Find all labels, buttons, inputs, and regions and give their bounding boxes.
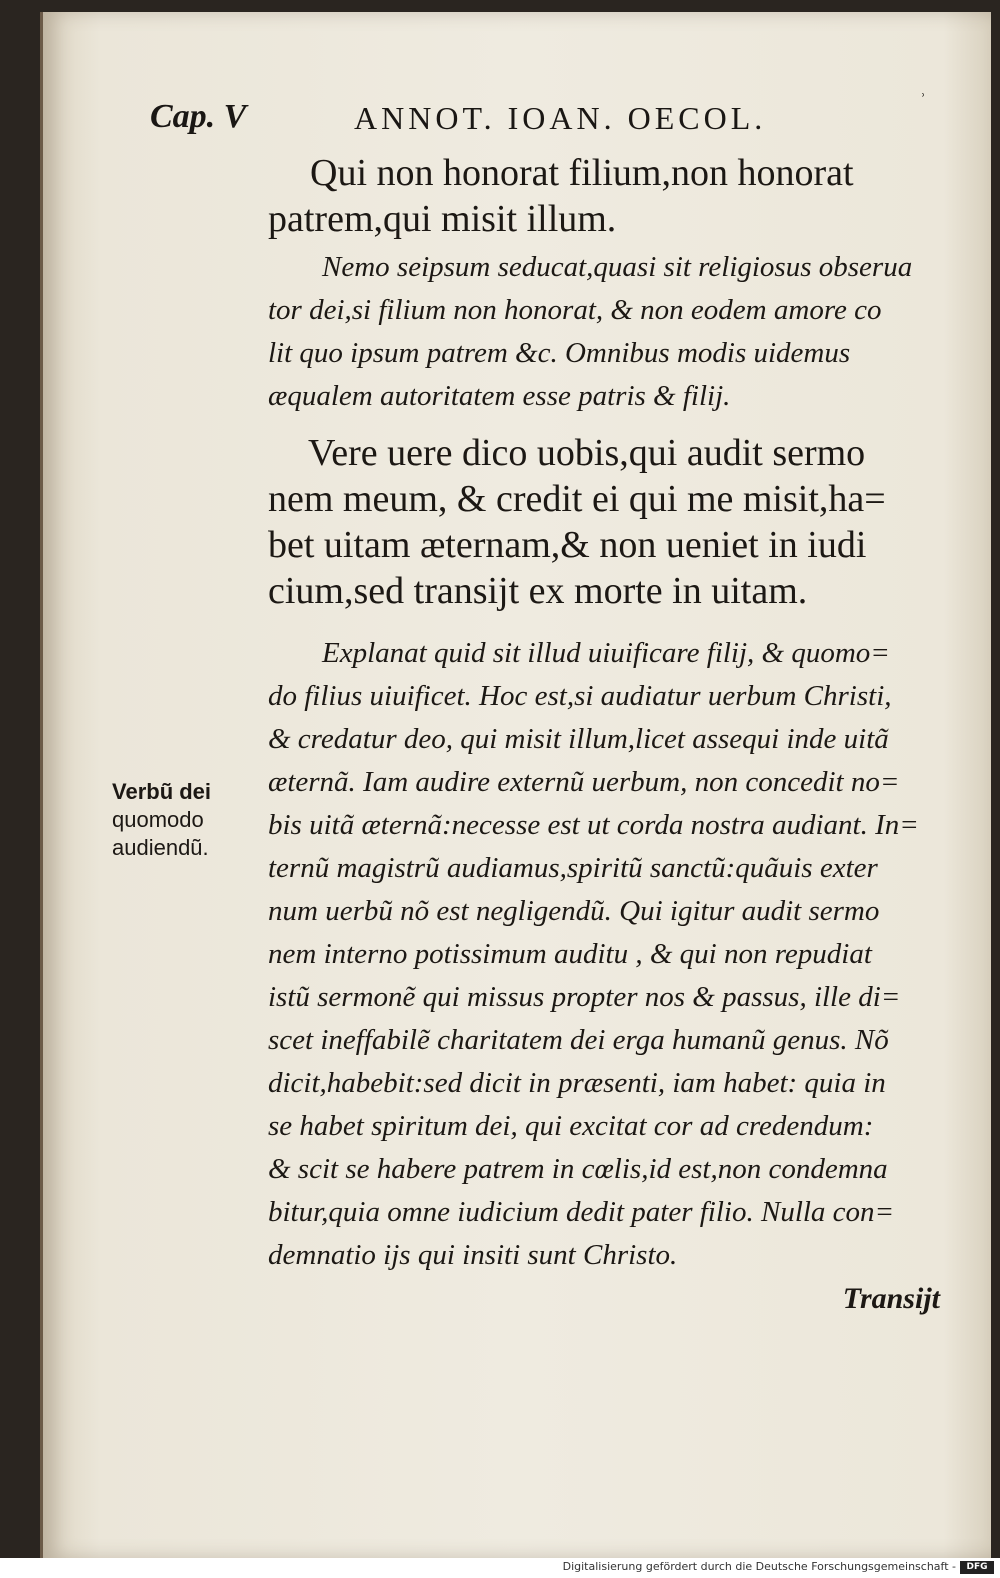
verse-line: bet uitam æternam,& non ueniet in iudi	[268, 524, 867, 566]
verse-line: cium,sed transijt ex morte in uitam.	[268, 570, 808, 612]
margin-note-line: Verbũ dei	[112, 779, 212, 804]
page-header	[150, 90, 930, 148]
verse-1	[268, 150, 948, 242]
commentary-line: lit quo ipsum patrem &c. Omnibus modis uidemus	[268, 337, 851, 369]
commentary-line: num uerbũ nõ est negligendũ. Qui igitur audit sermo	[268, 895, 880, 927]
commentary-line: dicit,habebit:sed dicit in præsenti, iam habet: quia in	[268, 1067, 886, 1099]
commentary-line: & credatur deo, qui misit illum,licet assequi inde uitã	[268, 723, 889, 755]
margin-note	[112, 778, 252, 862]
commentary-line: bitur,quia omne iudicium dedit pater filio. Nulla con=	[268, 1196, 895, 1228]
commentary-line: demnatio ijs qui insiti sunt Christo.	[268, 1239, 678, 1271]
commentary-2	[268, 632, 948, 1277]
commentary-line: Explanat quid sit illud uiuificare filij, & quomo=	[322, 637, 890, 669]
catchword: Transijt	[842, 1282, 940, 1315]
commentary-line: istũ sermonẽ qui missus propter nos & passus, ille di=	[268, 981, 901, 1013]
commentary-line: nem interno potissimum auditu , & qui non repudiat	[268, 938, 872, 970]
dfg-logo: DFG	[960, 1561, 994, 1574]
verse-line: Qui non honorat filium,non honorat	[310, 152, 854, 194]
commentary-line: æqualem autoritatem esse patris & filij.	[268, 380, 731, 412]
commentary-line: se habet spiritum dei, qui excitat cor ad credendum:	[268, 1110, 874, 1142]
running-head: ANNOT. IOAN. OECOL.	[354, 100, 767, 136]
commentary-line: bis uitã æternã:necesse est ut corda nostra audiant. In=	[268, 809, 919, 841]
verse-line: nem meum, & credit ei qui me misit,ha=	[268, 478, 886, 520]
commentary-line: Nemo seipsum seducat,quasi sit religiosus obserua	[322, 251, 913, 283]
commentary-line: & scit se habere patrem in cœlis,id est,non condemna	[268, 1153, 888, 1185]
commentary-line: scet ineffabilẽ charitatem dei erga humanũ genus. Nõ	[268, 1024, 889, 1056]
commentary-1	[268, 246, 948, 418]
verse-2	[268, 430, 948, 614]
margin-note-line: audiendũ.	[112, 835, 209, 860]
commentary-line: æternã. Iam audire externũ uerbum, non concedit no=	[268, 766, 900, 798]
commentary-line: ternũ magistrũ audiamus,spiritũ sanctũ:quãuis exter	[268, 852, 878, 884]
funding-note: Digitalisierung gefördert durch die Deutsche Forschungsgemeinschaft -	[562, 1560, 956, 1573]
verse-line: Vere uere dico uobis,qui audit sermo	[308, 432, 866, 474]
verse-line: patrem,qui misit illum.	[268, 198, 617, 240]
chapter-label: Cap. V	[150, 98, 247, 135]
commentary-line: tor dei,si filium non honorat, & non eodem amore co	[268, 294, 882, 326]
commentary-line: do filius uiuificet. Hoc est,si audiatur uerbum Christi,	[268, 680, 892, 712]
margin-note-line: quomodo	[112, 807, 204, 832]
page-mark: ʾ	[920, 90, 926, 110]
